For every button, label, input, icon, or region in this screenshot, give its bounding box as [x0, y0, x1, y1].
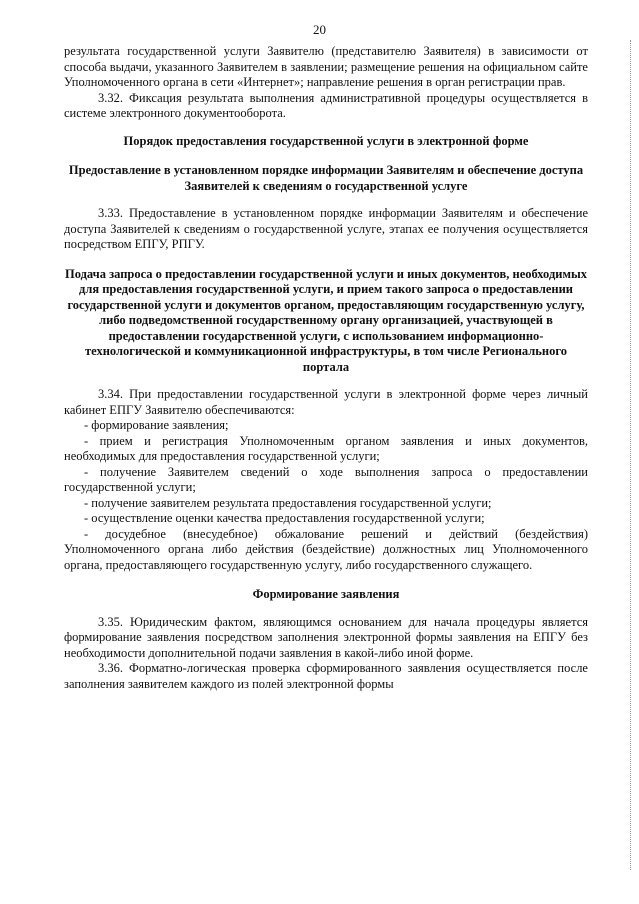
heading-form-creation: Формирование заявления [252, 587, 400, 601]
list-item: - получение Заявителем сведений о ходе выполнения запроса о предоставлении государственной услуги; [64, 464, 588, 494]
paragraph-result-delivery: результата государственной услуги Заявителю (представителю Заявителя) в зависимости от способа выдачи, указанного Заявителем в заявлении; размещение решения на официальном сайте Уполномоченного органа в сети «Интернет»; направление решения в орган регистрации прав. [64, 44, 588, 89]
paragraph-3-35: 3.35. Юридическим фактом, являющимся основанием для начала процедуры является формирование заявления посредством заполнения электронной формы заявления на ЕПГУ без необходимости дополнительной подачи заявления в какой-либо иной форме. [64, 614, 588, 660]
heading-request-submission: Подача запроса о предоставлении государственной услуги и иных документов, необходимых для предоставления государственной услуги, и прием такого запроса о предоставлении государственной услуги и документов органом, предоставляющим государственную услугу, либо подведомственной государственному органу организацией, участвующей в предоставлении государственной услуги, с использованием информационно-технологической и коммуникационной инфраструктуры, в том числе Регионального портала [64, 266, 587, 374]
scan-edge [628, 40, 631, 870]
list-item: - получение заявителем результата предоставления государственной услуги; [84, 495, 492, 510]
paragraph-3-36: 3.36. Форматно-логическая проверка сформированного заявления осуществляется после заполнения заявителем каждого из полей электронной формы [64, 661, 588, 691]
heading-information-access: Предоставление в установленном порядке информации Заявителям и обеспечение доступа Заявителей к сведениям о государственной услуге [68, 163, 584, 193]
page-number: 20 [313, 22, 326, 37]
paragraph-3-34: 3.34. При предоставлении государственной услуги в электронной форме через личный кабинет ЕПГУ Заявителю обеспечиваются: [64, 387, 588, 417]
list-item: - формирование заявления; [84, 418, 229, 432]
list-item: - осуществление оценки качества предоставления государственной услуги; [84, 511, 485, 525]
list-item: - досудебное (внесудебное) обжалование решений и действий (бездействия) Уполномоченного органа либо действия (бездействие) должностных лиц Уполномоченного органа, предоставляющего государственную услугу, либо государственного служащего. [64, 526, 588, 572]
paragraph-3-33: 3.33. Предоставление в установленном порядке информации Заявителям и обеспечение доступа Заявителей к сведениям о государственной услуге, этапах ее получения осуществляется посредством ЕПГУ, РПГУ. [64, 206, 588, 251]
document-body [64, 44, 588, 692]
list-item: - прием и регистрация Уполномоченным органом заявления и иных документов, необходимых для предоставления государственной услуги; [64, 433, 588, 463]
paragraph-3-32: 3.32. Фиксация результата выполнения административной процедуры осуществляется в системе электронного документооборота. [64, 90, 588, 120]
heading-electronic-form: Порядок предоставления государственной услуги в электронной форме [123, 133, 529, 148]
